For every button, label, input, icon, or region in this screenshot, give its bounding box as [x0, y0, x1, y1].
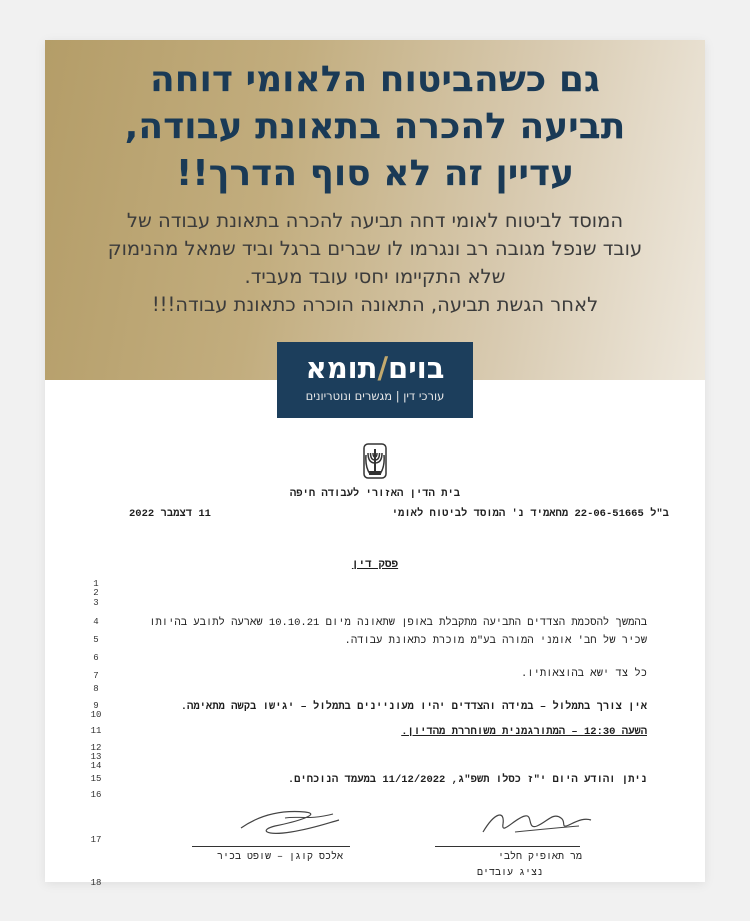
gold-banner — [45, 40, 705, 380]
document-line: אין צורך בתמלול – במידה והצדדים יהיו מעוניינים בתמלול – יגישו בקשה מתאימה. — [180, 701, 647, 713]
firm-logo — [277, 342, 473, 418]
signer-left-name: אלכס קוגן – שופט בכיר — [216, 852, 343, 863]
firm-logo-name — [277, 349, 473, 387]
subtext-line-1: המוסד לביטוח לאומי דחה תביעה להכרה בתאונת עבודה של — [126, 209, 624, 232]
post-card — [45, 40, 705, 888]
signature-line-right — [435, 846, 580, 847]
line-number: 13 — [90, 752, 102, 762]
line-number: 8 — [93, 684, 99, 694]
headline-line-1: גם כשהביטוח הלאומי דוחה — [150, 59, 600, 100]
court-document — [45, 418, 705, 888]
document-date: 11 דצמבר 2022 — [129, 508, 211, 520]
line-number: 14 — [90, 761, 102, 771]
headline-line-2: תביעה להכרה בתאונת עבודה, — [124, 106, 626, 147]
subtext — [55, 207, 695, 319]
logo-slash-icon: / — [377, 351, 389, 385]
line-number: 4 — [93, 617, 99, 627]
line-number: 3 — [93, 598, 99, 608]
court-name: בית הדין האזורי לעבודה חיפה — [289, 488, 461, 500]
line-number: 6 — [93, 653, 99, 663]
line-number: 9 — [93, 701, 99, 711]
document-line: השעה 12:30 – המתורגמנית משוחררת מהדיון. — [401, 726, 647, 738]
headline-line-3: עדיין זה לא סוף הדרך!! — [175, 153, 575, 194]
line-number: 17 — [90, 835, 102, 845]
firm-logo-name-right: בוים — [388, 351, 445, 385]
case-number: ב"ל 22-06-51665 מחאמיד נ' המוסד לביטוח לאומי — [391, 508, 669, 520]
line-number: 1 — [93, 579, 99, 589]
subtext-line-3: שלא התקיימו יחסי עובד מעביד. — [244, 265, 506, 288]
line-number: 10 — [90, 710, 102, 720]
firm-logo-tagline: עורכי דין | מגשרים ונוטריונים — [305, 389, 445, 403]
subtext-line-4: לאחר הגשת תביעה, התאונה הוכרה כתאונת עבודה!!! — [151, 293, 599, 316]
document-line: בהמשך להסכמת הצדדים התביעה מתקבלת באופן שתאונה מיום 10.10.21 שארעה לתובע בהיותו — [149, 617, 647, 629]
line-number: 16 — [90, 790, 102, 800]
document-line: ניתן והודע היום י"ז כסלו תשפ"ג, 11/12/2022 במעמד הנוכחים. — [287, 774, 647, 786]
signature-left — [235, 804, 345, 842]
line-number: 15 — [90, 774, 102, 784]
line-number: 2 — [93, 588, 99, 598]
signature-line-left — [192, 846, 350, 847]
line-number: 11 — [90, 726, 102, 736]
document-line: שכיר של חב' אומני המורה בע"מ מוכרת כתאונת עבודה. — [344, 635, 647, 647]
line-number: 5 — [93, 635, 99, 645]
firm-logo-name-left: תומא — [305, 351, 378, 385]
signer-right-name: מר תאופיק חלבי — [497, 852, 582, 863]
line-number: 12 — [90, 743, 102, 753]
signer-right-role: נציג עובדים — [476, 868, 543, 879]
document-line: כל צד ישא בהוצאותיו. — [520, 668, 647, 680]
ruling-title: פסק דין — [351, 559, 399, 571]
headline — [45, 56, 705, 197]
line-number: 18 — [90, 878, 102, 888]
signature-right — [475, 806, 595, 840]
subtext-line-2: עובד שנפל מגובה רב ונגרמו לו שברים ברגל וביד שמאל מהנימוק — [107, 237, 643, 260]
line-number: 7 — [93, 671, 99, 681]
state-emblem-icon — [363, 443, 387, 481]
